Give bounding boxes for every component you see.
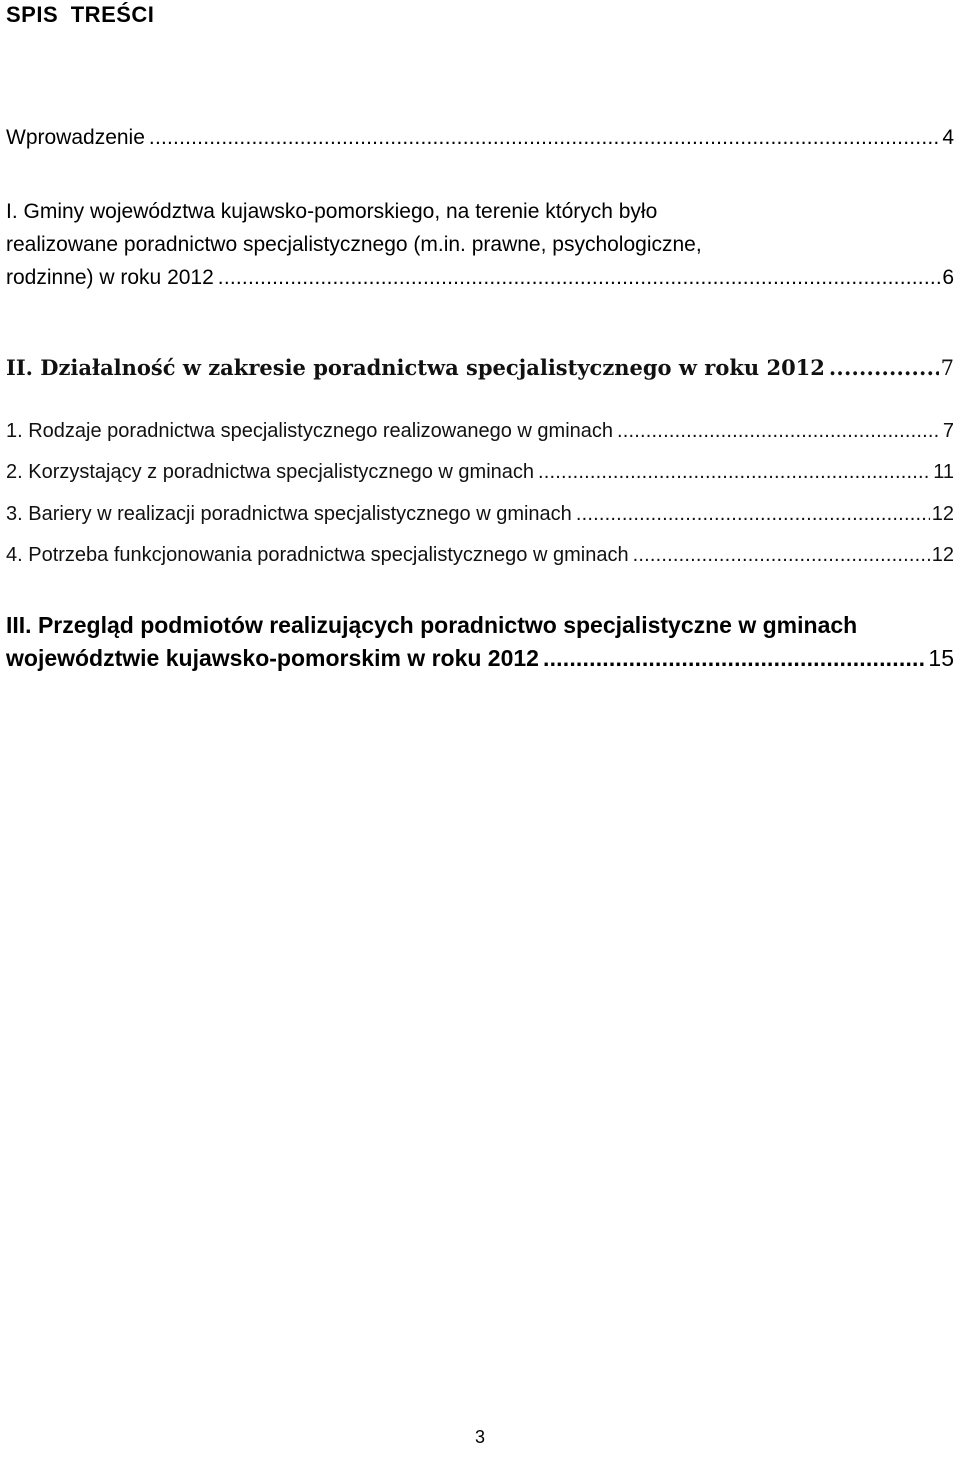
toc-entry-label-line: I. Gminy województwa kujawsko-pomorskiego, na terenie których było	[6, 200, 658, 223]
toc-entry-label: 3. Bariery w realizacji poradnictwa specjalistycznego w gminach	[6, 503, 572, 525]
toc-page-number: 15	[928, 645, 954, 671]
dot-leader	[218, 261, 941, 294]
toc-entry-label: 1. Rodzaje poradnictwa specjalistycznego realizowanego w gminach	[6, 420, 614, 442]
toc-entry-label-line: realizowane poradnictwo specjalistycznego (m.in. prawne, psychologiczne,	[6, 233, 702, 256]
toc-page-number: 6	[942, 266, 954, 289]
dot-leader	[543, 642, 926, 675]
toc-entry-label-line: III. Przegląd podmiotów realizujących poradnictwo specjalistyczne w gminach	[6, 612, 858, 638]
toc-page-number: 12	[931, 503, 954, 525]
toc-page-number: 7	[942, 420, 954, 442]
toc-entry-intro[interactable]	[6, 121, 954, 154]
page-number-footer: 3	[474, 1427, 485, 1447]
toc-entry-label: 4. Potrzeba funkcjonowania poradnictwa specjalistycznego w gminach	[6, 544, 629, 566]
dot-leader	[149, 121, 940, 154]
toc-entry-section-1[interactable]	[6, 418, 954, 445]
toc-page-number: 11	[933, 461, 954, 483]
toc-entry-section-2[interactable]	[6, 459, 954, 486]
toc-entry-label: Wprowadzenie	[6, 126, 145, 149]
toc-title: SPIS TREŚCI	[6, 2, 155, 27]
toc-entry-chapter-1[interactable]	[6, 195, 954, 294]
toc-entry-label: 2. Korzystający z poradnictwa specjalistycznego w gminach	[6, 461, 535, 483]
dot-leader	[617, 418, 941, 445]
toc-entry-label-line: rodzinne) w roku 2012	[6, 266, 214, 289]
toc-entry-label: II. Działalność w zakresie poradnictwa specjalistycznego w roku 2012	[6, 355, 825, 380]
toc-page-number: 7	[940, 356, 954, 380]
dot-leader	[538, 459, 931, 486]
dot-leader	[576, 501, 930, 528]
toc-page-number: 4	[942, 126, 954, 149]
toc-entry-chapter-3[interactable]	[6, 609, 954, 675]
toc-entry-section-3[interactable]	[6, 501, 954, 528]
toc-page-number: 12	[931, 544, 954, 566]
dot-leader	[633, 542, 930, 569]
toc-entry-label-line: województwie kujawsko-pomorskim w roku 2012	[6, 645, 539, 671]
dot-leader	[829, 351, 939, 384]
toc-entry-chapter-2[interactable]	[6, 351, 954, 385]
toc-entry-section-4[interactable]	[6, 542, 954, 569]
